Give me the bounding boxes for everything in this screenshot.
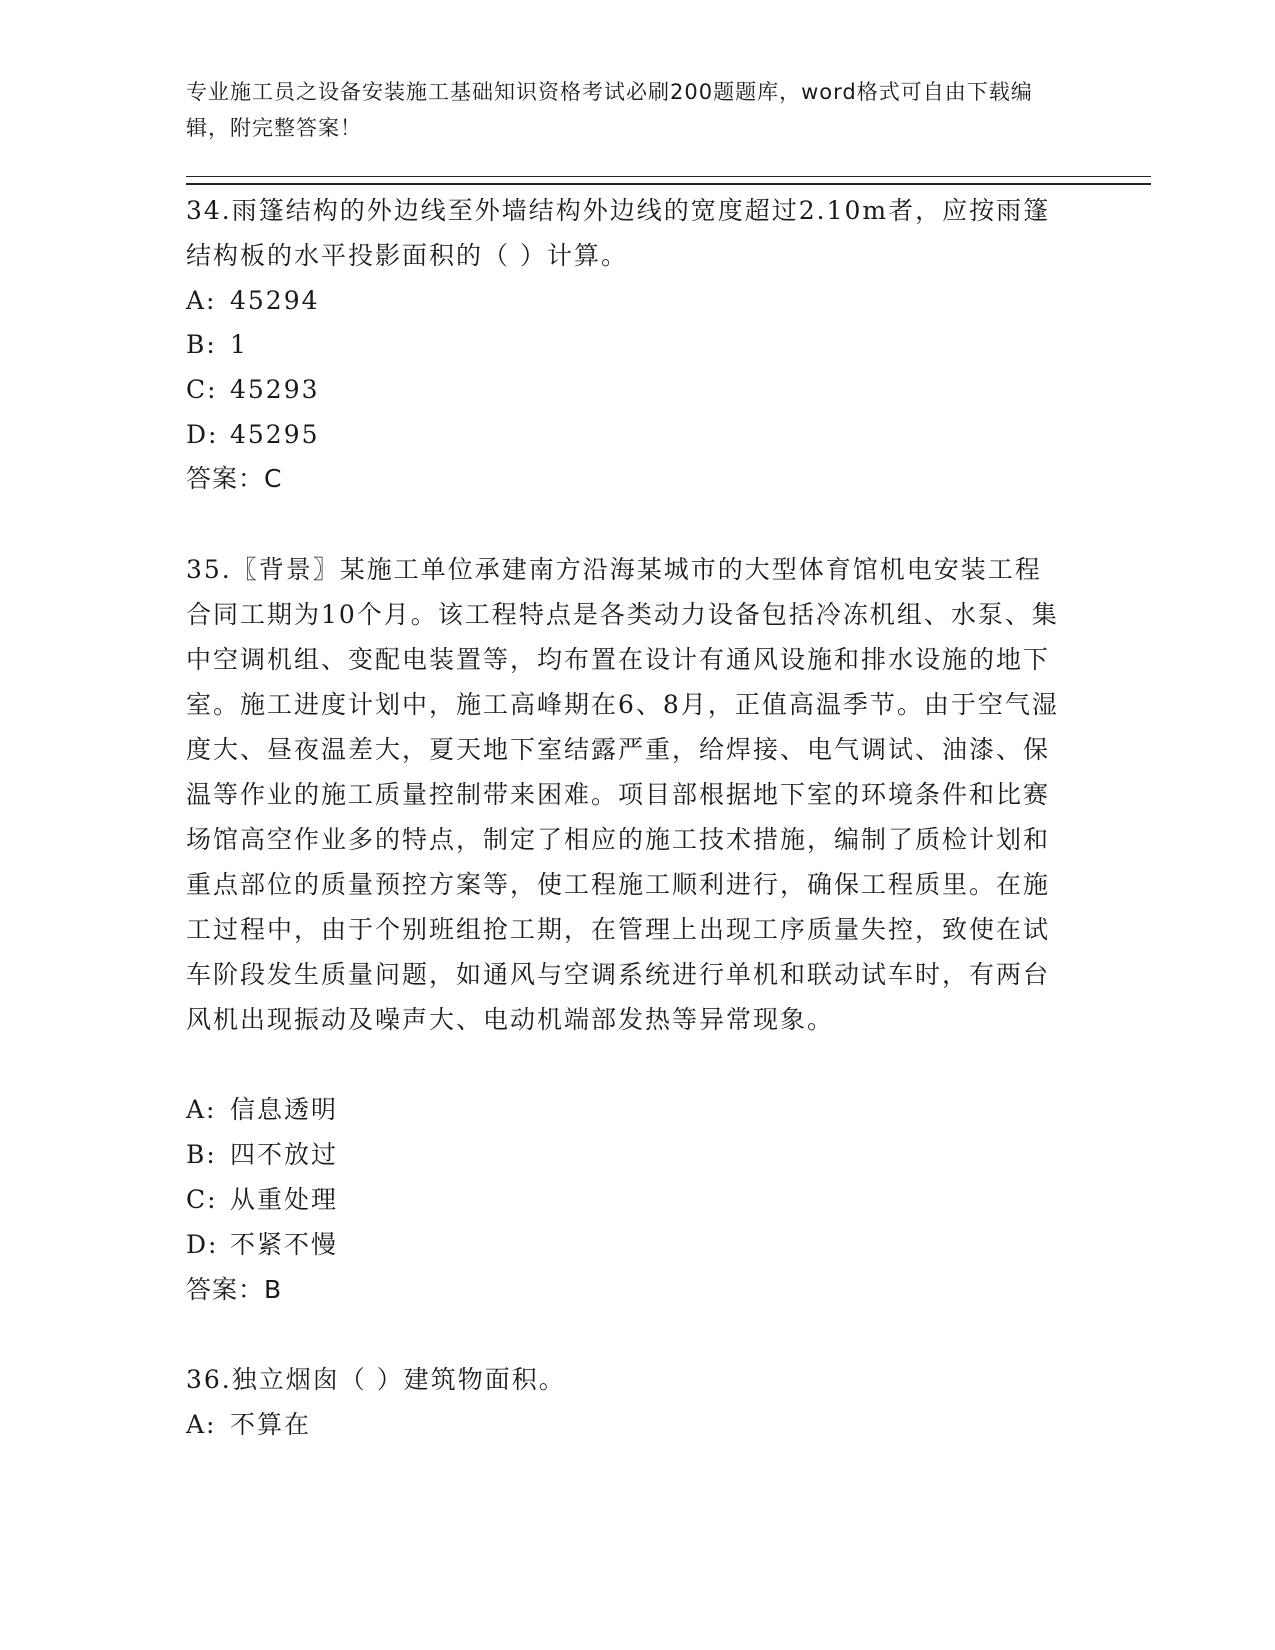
header-divider-thick (186, 183, 1151, 185)
question-34-option-a (186, 278, 1066, 323)
question-34-option-c (186, 367, 1066, 412)
option-text: 四不放过 (230, 1140, 339, 1169)
question-35-option-d (186, 1222, 1066, 1267)
option-label: A: (186, 286, 217, 315)
header-divider-thin (186, 176, 1151, 177)
question-35-option-b (186, 1132, 1066, 1177)
option-label: D: (186, 420, 219, 449)
option-label: C: (186, 375, 218, 404)
option-label: B: (186, 1140, 217, 1169)
option-text: 不紧不慢 (230, 1230, 339, 1259)
option-text: 不算在 (230, 1410, 312, 1439)
option-label: B: (186, 330, 217, 359)
option-text: 1 (230, 330, 248, 359)
option-label: A: (186, 1410, 217, 1439)
question-34-stem: 34.雨篷结构的外边线至外墙结构外边线的宽度超过2.10m者，应按雨篷结构板的水平投影面积的（ ）计算。 (186, 196, 1051, 270)
option-label: D: (186, 1230, 219, 1259)
option-text: 45293 (230, 375, 320, 404)
question-35-option-a (186, 1087, 1066, 1132)
question-34-option-b (186, 322, 1066, 367)
question-35-answer: 答案：B (186, 1275, 283, 1304)
option-label: C: (186, 1185, 218, 1214)
question-36-option-a (186, 1402, 1066, 1447)
question-36-stem: 36.独立烟囱（ ）建筑物面积。 (186, 1365, 566, 1394)
question-35-stem: 35.〖背景〗某施工单位承建南方沿海某城市的大型体育馆机电安装工程合同工期为10个月。该工程特点是各类动力设备包括冷冻机组、水泵、集中空调机组、变配电装置等，均布置在设计有通风设施和排水设施的地下室。施工进度计划中，施工高峰期在6、8月，正值高温季节。由于空气湿度大、昼夜温差大，夏天地下室结露严重，给焊接、电气调试、油漆、保温等作业的施工质量控制带来困难。项目部根据地下室的环境条件和比赛场馆高空作业多的特点，制定了相应的施工技术措施，编制了质检计划和重点部位的质量预控方案等，使工程施工顺利进行，确保工程质里。在施工过程中，由于个别班组抢工期，在管理上出现工序质量失控，致使在试车阶段发生质量问题，如通风与空调系统进行单机和联动试车时，有两台风机出现振动及噪声大、电动机端部发热等异常现象。 (186, 555, 1059, 1034)
question-35-option-c (186, 1177, 1066, 1222)
option-text: 45295 (230, 420, 320, 449)
question-34-option-d (186, 412, 1066, 457)
option-text: 从重处理 (230, 1185, 339, 1214)
document-header: 专业施工员之设备安装施工基础知识资格考试必刷200题题库，word格式可自由下载编辑，附完整答案！ (186, 80, 1033, 140)
option-label: A: (186, 1095, 217, 1124)
question-34-answer: 答案：C (186, 464, 283, 493)
option-text: 45294 (230, 286, 320, 315)
option-text: 信息透明 (230, 1095, 339, 1124)
